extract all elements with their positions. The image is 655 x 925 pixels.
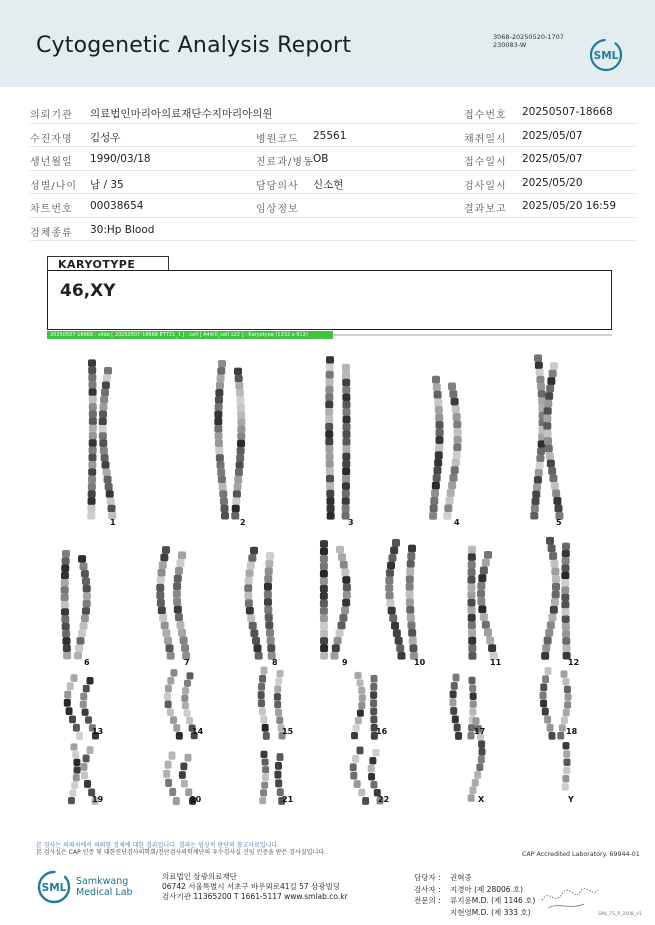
chromosome-shape [68, 743, 81, 804]
chromosome-shape [443, 383, 461, 520]
lab-staff [414, 872, 535, 918]
chromosome-shape [74, 555, 91, 659]
info-label: 병원코드 [256, 133, 299, 145]
chromosome-label: 20 [190, 795, 202, 804]
lab-address: 의료법인 삼광의료재단 06742 서울특별시 서초구 바우뫼로41길 57 삼광빌딩 검사기관 11365200 T 1661-5117 www.smlab.co.kr [162, 872, 348, 901]
chromosome-label: 1 [110, 518, 116, 527]
info-label: 임상정보 [256, 204, 299, 215]
info-value: 20250507-18668 [522, 106, 613, 118]
info-value: 남 / 35 [90, 178, 124, 191]
chromosome-shape [541, 537, 560, 660]
info-label: 의뢰기관 [30, 110, 73, 121]
chromosome-label: 14 [192, 727, 204, 736]
cap-accreditation: CAP Accredited Laboratory. 69944-01 [522, 851, 640, 858]
svg-text:SML: SML [593, 50, 619, 62]
chromosome-label: 10 [414, 658, 426, 667]
info-value: 2025/05/20 16:59 [522, 200, 617, 212]
info-value: 신소현 [313, 178, 344, 191]
info-row [30, 171, 636, 195]
svg-text:SML: SML [41, 882, 67, 894]
staff-entry: 전문의 : 류지윤M.D. (제 1146 호) [414, 896, 536, 905]
chromosome-label: Y [568, 795, 574, 804]
info-value: 00038654 [90, 200, 144, 212]
info-value: 30:Hp Blood [90, 223, 155, 236]
info-label: 채취일시 [464, 133, 507, 145]
chromosome-shape [477, 551, 498, 660]
chromosome-label: 19 [92, 795, 104, 804]
info-label: 접수번호 [464, 110, 507, 121]
info-label: 검체종류 [30, 227, 73, 239]
chromosome-label: 8 [272, 658, 278, 667]
chromosome-shape [231, 368, 245, 520]
chromosome-shape [342, 364, 351, 520]
chromosome-shape [406, 545, 418, 660]
chromosome-shape [173, 551, 190, 659]
chromosome-shape [156, 546, 174, 660]
info-row [30, 147, 636, 171]
chromosome-label: 9 [342, 658, 348, 667]
chromosome-label: 18 [566, 727, 578, 736]
patient-info-table [30, 100, 636, 241]
chromosome-label: 17 [474, 727, 486, 736]
chromosome-label: 6 [84, 658, 90, 667]
info-label: 성별/나이 [30, 180, 78, 192]
info-label: 차트번호 [30, 204, 73, 215]
signature-image [540, 878, 600, 916]
chromosome-label: 12 [568, 658, 580, 667]
info-value: 2025/05/07 [522, 129, 583, 142]
chromosome-label: 15 [282, 727, 294, 736]
chromosome-shape [99, 367, 117, 520]
info-label: 수진자명 [30, 133, 73, 145]
slide-info-bar: 20250507-18668 : slide [ 20250507-18668 ET721_1 ] : cell [ A44/0_cell 122 ] : Karyotype (1232 x 912) [47, 331, 333, 339]
chromosome-shape [540, 667, 556, 740]
chromosome-shape [258, 667, 270, 740]
karyogram-image [40, 342, 620, 812]
chromosome-shape [562, 742, 571, 791]
info-label: 검사일시 [464, 180, 507, 192]
sml-logo-icon [588, 38, 624, 76]
chromosome-shape [163, 752, 180, 806]
staff-entry: 지현영M.D. (제 333 호) [450, 907, 531, 917]
chromosome-shape [244, 547, 262, 660]
chromosome-label: 2 [240, 518, 246, 527]
info-value: 김성우 [90, 131, 121, 144]
chromosome-shape [320, 540, 328, 659]
chromosome-label: 7 [184, 658, 190, 667]
info-row [30, 100, 636, 124]
info-value: 2025/05/07 [522, 153, 583, 165]
info-value: 의료법인마리아의료재단수지마리아의원 [90, 108, 273, 120]
chromosome-shape [164, 669, 183, 740]
chromosome-shape [325, 356, 334, 520]
slide-info-line [333, 334, 612, 336]
chromosome-shape [429, 376, 443, 520]
chromosome-label: 13 [92, 727, 104, 736]
chromosome-shape [264, 552, 276, 660]
chromosome-label: 4 [454, 518, 460, 527]
chromosome-shape [87, 359, 97, 519]
info-label: 접수일시 [464, 157, 507, 168]
chromosome-label: X [478, 795, 485, 804]
chromosome-shape [449, 674, 462, 740]
info-label: 생년월일 [30, 157, 73, 168]
chromosome-shape [330, 546, 350, 660]
form-code: SML_TS_P_2408_V1 [598, 912, 642, 917]
chromosome-label: 21 [282, 795, 294, 804]
karyotype-result: 46,XY [60, 281, 116, 301]
chromosome-label: 16 [376, 727, 388, 736]
info-value: 1990/03/18 [90, 153, 151, 165]
chromosome-shape [530, 354, 546, 519]
chromosome-shape [561, 543, 570, 660]
chromosome-label: 5 [556, 518, 562, 527]
karyotype-tab: KARYOTYPE [47, 256, 169, 271]
report-title: Cytogenetic Analysis Report [36, 33, 352, 58]
chromosome-shape [350, 746, 369, 804]
chromosome-shape [543, 362, 563, 519]
karyotype-result-box [47, 270, 612, 330]
chromosome-label: 22 [378, 795, 390, 804]
chromosome-shape [61, 550, 71, 659]
info-row [30, 218, 636, 242]
report-header [0, 0, 655, 87]
info-value: OB [313, 153, 329, 165]
chromosome-shape [259, 751, 269, 804]
report-notice: 본 검사는 의뢰처에서 의뢰한 검체에 대한 결과입니다. 결과는 임상적 판단의 참고자료입니다. 본 검사실은 CAP 인증 및 대한진단검사의학회/진단검사의학재단의 우수검사실 신임 인증을 받은 검사실입니다. [36, 842, 326, 856]
chromosome-shape [385, 539, 405, 660]
chromosome-shape [351, 672, 366, 739]
samkwang-logo-text: Samkwang Medical Lab [76, 876, 133, 898]
chromosome-label: 3 [348, 518, 354, 527]
info-label: 결과보고 [464, 204, 507, 215]
chromosome-label: 11 [490, 658, 502, 667]
staff-entry: 검사자 : 지경아 (제 28006 호) [414, 884, 524, 894]
info-value: 25561 [313, 129, 347, 142]
chromosome-shape [467, 546, 476, 660]
samkwang-logo-icon [35, 870, 75, 908]
staff-entry: 담당자 : 권혁중 [414, 873, 472, 882]
chromosome-shape [214, 360, 229, 520]
report-reference: 3068-20250520-1707 230083-W [493, 33, 564, 49]
info-row [30, 124, 636, 148]
info-value: 2025/05/20 [522, 176, 583, 189]
info-label: 담당의사 [256, 180, 299, 192]
info-label: 진료과/병동 [256, 157, 314, 168]
info-row [30, 194, 636, 218]
